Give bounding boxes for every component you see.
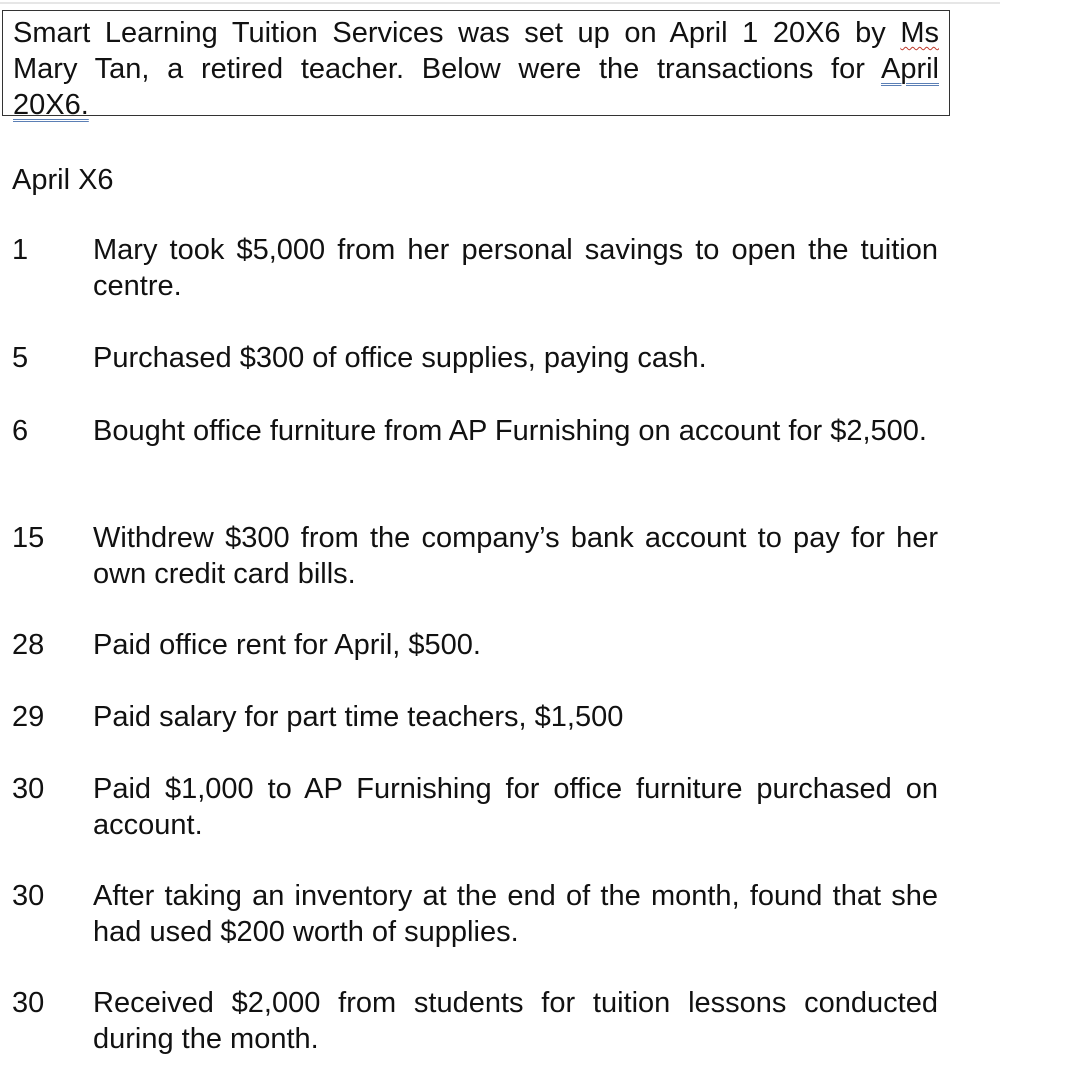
transaction-description: Paid $1,000 to AP Furnishing for office furniture purchased on account. [93, 773, 938, 841]
transaction-day: 30 [12, 773, 45, 805]
transaction-description: Mary took $5,000 from her personal savings to open the tuition centre. [93, 234, 938, 302]
transaction-description: After taking an inventory at the end of the month, found that she had used $200 worth of supplies. [93, 880, 938, 948]
transaction-description: Bought office furniture from AP Furnishing on account for $2,500. [93, 415, 927, 447]
transaction-day: 29 [12, 701, 45, 733]
intro-line-1-text: Smart Learning Tuition Services was set up on April 1 20X6 by [13, 17, 901, 49]
top-divider [0, 2, 1000, 4]
transaction-day: 6 [12, 415, 29, 447]
transaction-description: Received $2,000 from students for tuition lessons conducted during the month. [93, 987, 938, 1055]
intro-line-2-text: Mary Tan, a retired teacher. Below were the transactions for [13, 53, 881, 85]
intro-text-box [2, 10, 950, 121]
transaction-day: 28 [12, 629, 45, 661]
intro-spellcheck-word: Ms [900, 17, 939, 49]
transaction-day: 15 [12, 522, 45, 554]
transaction-description: Purchased $300 of office supplies, paying cash. [93, 342, 707, 374]
transaction-description: Paid office rent for April, $500. [93, 629, 481, 661]
intro-grammar-word-1: April [880, 53, 939, 85]
transaction-description: Paid salary for part time teachers, $1,500 [93, 701, 624, 733]
transaction-day: 5 [12, 342, 29, 374]
intro-line-2 [13, 51, 939, 87]
transaction-day: 30 [12, 880, 45, 912]
intro-line-3 [13, 87, 949, 123]
intro-grammar-word-2: 20X6. [13, 89, 89, 121]
transaction-day: 1 [12, 234, 29, 266]
month-heading: April X6 [12, 164, 114, 196]
transaction-day: 30 [12, 987, 45, 1019]
intro-line-1 [13, 15, 939, 51]
transaction-description: Withdrew $300 from the company’s bank account to pay for her own credit card bills. [93, 522, 938, 590]
